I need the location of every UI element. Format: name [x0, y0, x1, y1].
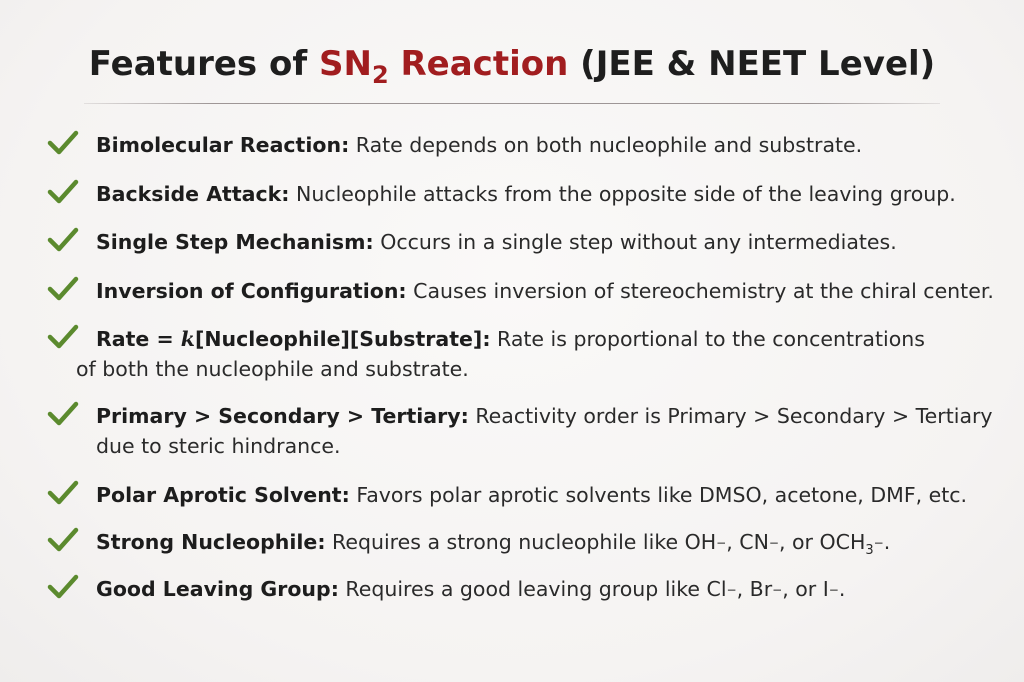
- list-item-text-continued: [76, 354, 1016, 384]
- item-body: Rate is proportional to the concentrations: [490, 327, 925, 351]
- list-item-text: [96, 480, 1016, 510]
- item-heading: Primary > Secondary > Tertiary: [96, 404, 461, 428]
- list-item-text: [96, 179, 1016, 209]
- item-sep: :: [341, 133, 350, 157]
- title-accent-tail: Reaction: [388, 44, 569, 84]
- item-heading-a: Rate =: [96, 327, 181, 351]
- item-body: Requires a good leaving group like: [338, 577, 707, 601]
- item-sep: :: [330, 577, 339, 601]
- item-sep: :: [341, 483, 350, 507]
- formula-bromide: Br−: [749, 577, 783, 601]
- item-body: Causes inversion of stereochemistry at the chiral center.: [406, 279, 994, 303]
- check-mark-icon: [46, 128, 86, 158]
- item-body: Requires a strong nucleophile like: [325, 530, 685, 554]
- title-accent-sub: 2: [371, 61, 389, 89]
- item-heading: Bimolecular Reaction: [96, 133, 342, 157]
- list-item-text: [96, 401, 1016, 431]
- list-item-text: Good Leaving Group: Requires a good leaving group like Cl−, Br−, or I−.: [96, 577, 846, 601]
- item-body: Favors polar aprotic solvents like DMSO, acetone, DMF, etc.: [349, 483, 968, 507]
- check-mark-icon: [46, 225, 86, 255]
- check-mark-icon: [46, 399, 86, 429]
- list-item-text: [96, 276, 1016, 306]
- item-body-2: of both the nucleophile and substrate.: [76, 357, 469, 381]
- list-item-text: Strong Nucleophile: Requires a strong nucleophile like OH−, CN−, or $OCH_3^-$.: [96, 530, 891, 559]
- formula-methoxide: $OCH_3^-$: [819, 530, 884, 559]
- title-prefix: Features of: [88, 44, 319, 84]
- check-mark-icon: [46, 572, 86, 602]
- item-body: Rate depends on both nucleophile and substrate.: [349, 133, 863, 157]
- item-body: Reactivity order is Primary > Secondary > Tertiary: [468, 404, 993, 428]
- item-heading: Inversion of Configuration: [96, 279, 399, 303]
- check-mark-icon: [46, 525, 86, 555]
- list-item-text: [96, 130, 1016, 160]
- list-item-text: [96, 324, 1016, 354]
- item-heading-b: [Nucleophile][Substrate]: [195, 327, 483, 351]
- list-item-text: [96, 227, 1016, 257]
- check-mark-icon: [46, 274, 86, 304]
- formula-cyanide: CN−: [739, 530, 779, 554]
- item-body: Occurs in a single step without any intermediates.: [373, 230, 897, 254]
- check-mark-icon: [46, 478, 86, 508]
- item-sep: :: [398, 279, 407, 303]
- title-accent-main: SN: [319, 44, 372, 84]
- item-sep: :: [460, 404, 469, 428]
- formula-iodide: I−: [822, 577, 839, 601]
- item-heading: Strong Nucleophile: [96, 530, 318, 554]
- check-mark-icon: [46, 177, 86, 207]
- item-sep: :: [317, 530, 326, 554]
- formula-hydroxide: OH−: [684, 530, 727, 554]
- item-heading: Backside Attack:: [96, 182, 290, 206]
- title-suffix: (JEE & NEET Level): [568, 44, 936, 84]
- rate-constant-k: k: [180, 327, 195, 351]
- item-sep: :: [482, 327, 491, 351]
- item-body: Nucleophile attacks from the opposite side of the leaving group.: [289, 182, 956, 206]
- check-mark-icon: [46, 322, 86, 352]
- formula-chloride: Cl−: [706, 577, 737, 601]
- list-item-text-continued: [96, 431, 1016, 461]
- item-heading: Polar Aprotic Solvent: [96, 483, 342, 507]
- item-heading: Single Step Mechanism:: [96, 230, 374, 254]
- item-heading: Good Leaving Group: [96, 577, 331, 601]
- item-body-2: due to steric hindrance.: [96, 434, 341, 458]
